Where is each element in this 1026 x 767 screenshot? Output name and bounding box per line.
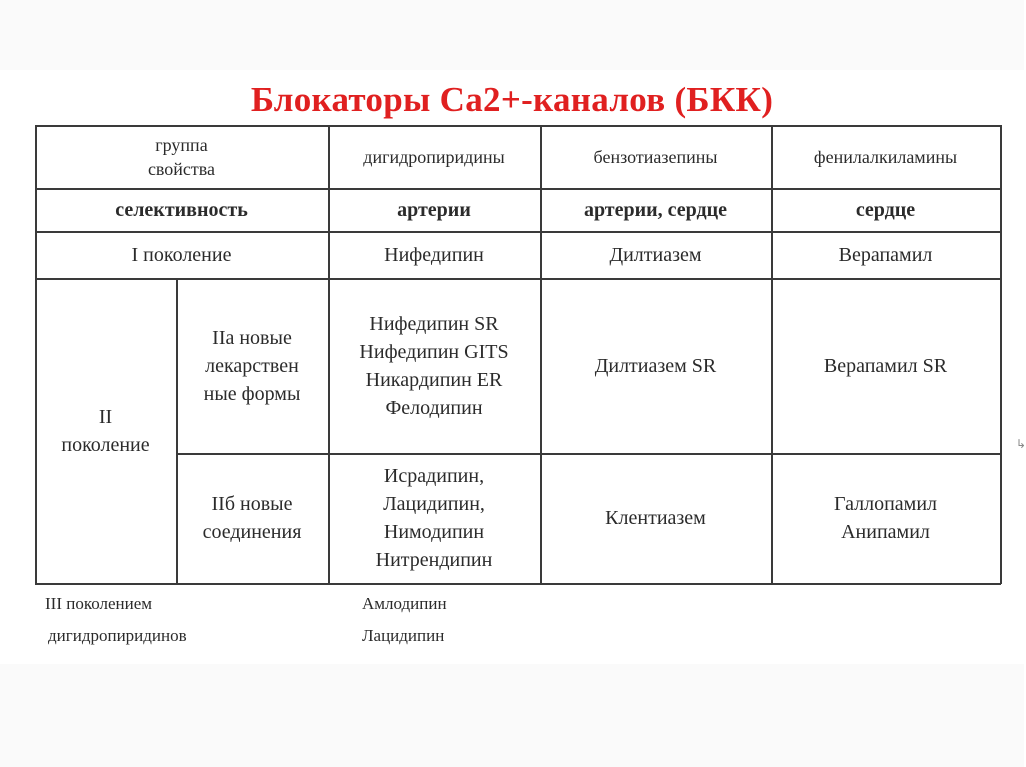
selectivity-dihydropyridines: артерии [397, 198, 471, 221]
selectivity-benzothiazepines: артерии, сердце [583, 198, 728, 221]
generation-2a-dihydropyridines: Нифедипин SR Нифедипин GITS Никардипин ER Фелодипин [359, 312, 509, 419]
generation-2b-dihydropyridines: Исрадипин, Лацидипин, Нимодипин Нитрендипин [375, 465, 493, 571]
generation-2b-phenylalkylamines: Галлопамил Анипамил [834, 493, 937, 543]
footer-generation-3-label-line1: III поколением [45, 594, 153, 613]
header-phenylalkylamines: фенилалкиламины [813, 146, 958, 167]
generation-1-benzothiazepine: Дилтиазем [609, 243, 702, 266]
generation-1-dihydropyridine: Нифедипин [384, 243, 484, 266]
generation-1-phenylalkylamine: Верапамил [838, 243, 933, 266]
bottom-margin-band [0, 664, 1024, 767]
generation-1-label: I поколение [131, 243, 232, 266]
generation-2a-label: IIa новые лекарствен ные формы [203, 326, 301, 405]
cursor-glyph-icon: ↳ [1016, 437, 1026, 451]
header-group-properties: группа свойства [147, 134, 216, 179]
header-benzothiazepines: бензотиазепины [593, 146, 718, 167]
footer-generation-3-drug-2: Лацидипин [362, 626, 445, 645]
generation-2a-phenylalkylamine: Верапамил SR [823, 354, 948, 377]
generation-2a-benzothiazepine: Дилтиазем SR [594, 354, 717, 377]
selectivity-label: селективность [115, 198, 248, 221]
top-margin-band [0, 0, 1024, 70]
generation-2b-benzothiazepine: Клентиазем [605, 507, 706, 529]
classification-table [35, 125, 1002, 584]
selectivity-phenylalkylamines: сердце [855, 198, 916, 221]
footer-generation-3-label-line2: дигидропиридинов [48, 626, 187, 645]
footer-generation-3-drug-1: Амлодипин [362, 594, 447, 613]
generation-2b-label: IIб новые соединения [202, 493, 302, 543]
slide-title: Блокаторы Са2+-каналов (БКК) [250, 80, 774, 119]
generation-2-label: II поколение [61, 405, 150, 456]
header-dihydropyridines: дигидропиридины [363, 146, 505, 167]
